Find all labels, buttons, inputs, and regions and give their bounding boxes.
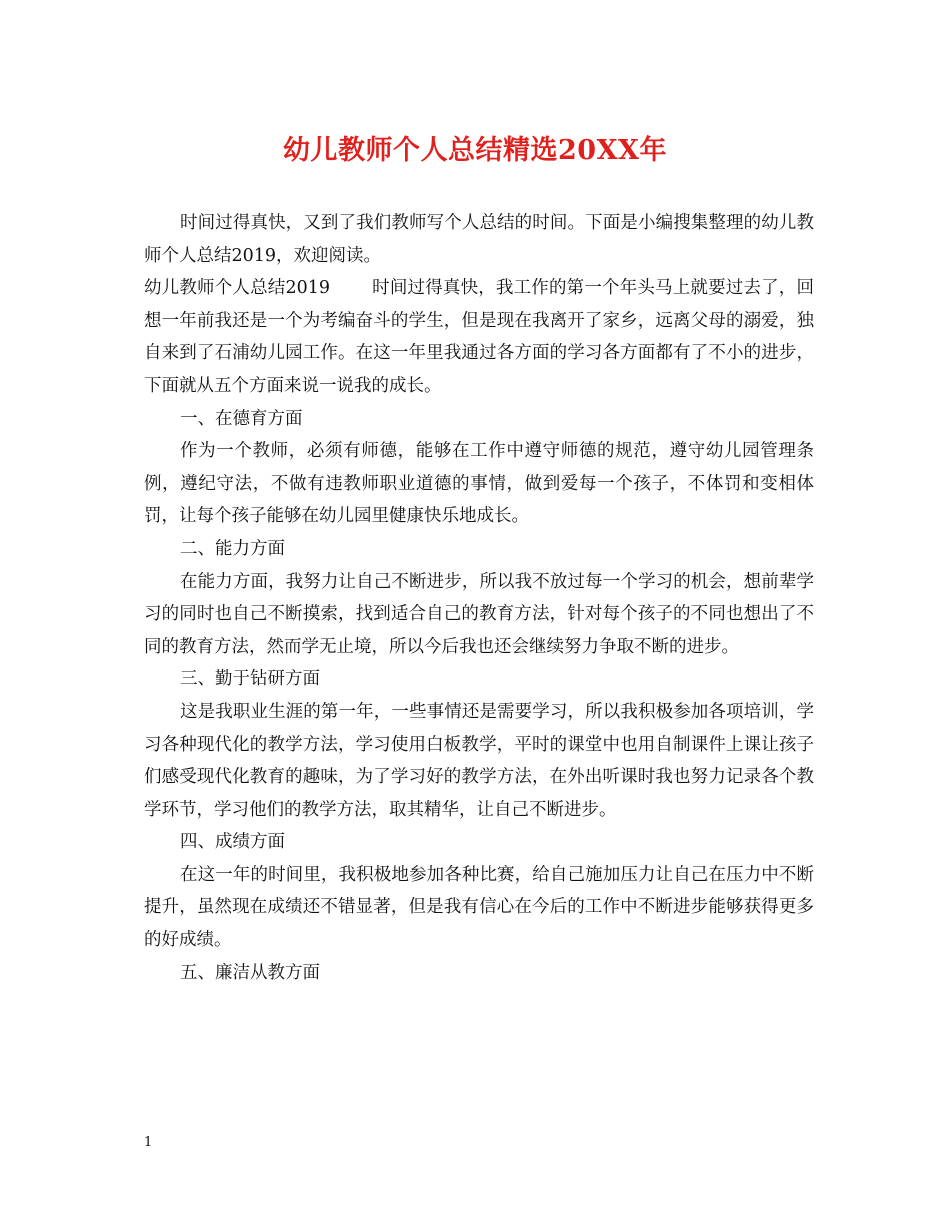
section-text-3: 这是我职业生涯的第一年，一些事情还是需要学习，所以我积极参加各项培训，学习各种现代化的教学方法，学习使用白板教学，平时的课堂中也用自制课件上课让孩子们感受现代化教育的趣味，为了学习好的教学方法，在外出听课时我也努力记录各个教学环节，学习他们的教学方法，取其精华，让自己不断进步。 <box>144 701 814 820</box>
section-text-1: 作为一个教师，必须有师德，能够在工作中遵守师德的规范，遵守幼儿园管理条例，遵纪守法，不做有违教师职业道德的事情，做到爱每一个孩子，不体罚和变相体罚，让每个孩子能够在幼儿园里健康快乐地成长。 <box>144 441 814 527</box>
intro-paragraph: 时间过得真快，又到了我们教师写个人总结的时间。下面是小编搜集整理的幼儿教师个人总结2019，欢迎阅读。 <box>144 213 814 266</box>
section-heading-5: 五、廉洁从教方面 <box>180 962 320 983</box>
section-heading-3: 三、勤于钻研方面 <box>180 669 320 690</box>
document-body <box>144 207 814 989</box>
page-number: 1 <box>144 1135 153 1150</box>
section-text-2: 在能力方面，我努力让自己不断进步，所以我不放过每一个学习的机会，想前辈学习的同时也自己不断摸索，找到适合自己的教育方法，针对每个孩子的不同也想出了不同的教育方法，然而学无止境，所以今后我也还会继续努力争取不断的进步。 <box>144 571 814 657</box>
opening-text: 时间过得真快，我工作的第一个年头马上就要过去了，回想一年前我还是一个为考编奋斗的学生，但是现在我离开了家乡，远离父母的溺爱，独自来到了石浦幼儿园工作。在这一年里我通过各方面的学习各方面都有了不小的进步，下面就从五个方面来说一说我的成长。 <box>144 278 814 396</box>
section-heading-1: 一、在德育方面 <box>180 408 303 429</box>
section-heading-2: 二、能力方面 <box>180 538 285 559</box>
inline-heading: 幼儿教师个人总结2019 <box>144 278 330 299</box>
section-text-4: 在这一年的时间里，我积极地参加各种比赛，给自己施加压力让自己在压力中不断提升，虽然现在成绩还不错显著，但是我有信心在今后的工作中不断进步能够获得更多的好成绩。 <box>144 864 814 951</box>
section-heading-4: 四、成绩方面 <box>180 832 285 853</box>
document-title: 幼儿教师个人总结精选20XX年 <box>283 135 667 166</box>
opening-paragraph <box>144 272 814 402</box>
